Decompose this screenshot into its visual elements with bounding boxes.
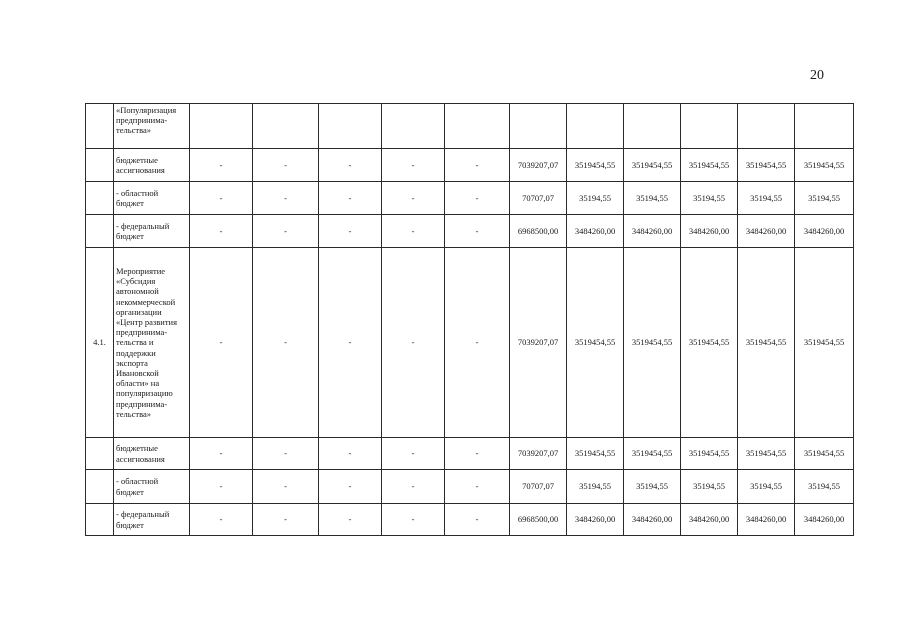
value-cell	[624, 104, 681, 149]
table-row	[86, 215, 854, 248]
table-row	[86, 470, 854, 504]
table-row	[86, 438, 854, 470]
value-cell: 35194,55	[624, 470, 681, 504]
value-cell: 3519454,55	[624, 248, 681, 438]
value-cell: 35194,55	[738, 470, 795, 504]
row-number-cell	[86, 149, 114, 182]
value-cell: 7039207,07	[510, 248, 567, 438]
value-cell	[681, 104, 738, 149]
value-cell: -	[253, 149, 319, 182]
table-row	[86, 248, 854, 438]
value-cell: 3519454,55	[681, 248, 738, 438]
row-number-cell: 4.1.	[86, 248, 114, 438]
value-cell: -	[253, 182, 319, 215]
table-row	[86, 149, 854, 182]
value-cell: 3519454,55	[681, 438, 738, 470]
value-cell: -	[445, 149, 510, 182]
value-cell: 3519454,55	[624, 438, 681, 470]
value-cell: 3519454,55	[795, 438, 854, 470]
value-cell: -	[253, 504, 319, 536]
value-cell: 3484260,00	[795, 504, 854, 536]
value-cell: 3484260,00	[795, 215, 854, 248]
value-cell: -	[445, 182, 510, 215]
value-cell: 3484260,00	[624, 215, 681, 248]
row-label-cell: бюджетные ассигнования	[114, 149, 190, 182]
value-cell: 35194,55	[795, 182, 854, 215]
row-number-cell	[86, 438, 114, 470]
value-cell: 35194,55	[567, 470, 624, 504]
value-cell: 6968500,00	[510, 504, 567, 536]
value-cell: -	[253, 248, 319, 438]
value-cell	[253, 104, 319, 149]
row-label-cell: бюджетные ассигнования	[114, 438, 190, 470]
value-cell: -	[319, 438, 382, 470]
value-cell: -	[190, 504, 253, 536]
value-cell	[382, 104, 445, 149]
value-cell: -	[382, 215, 445, 248]
value-cell: -	[382, 182, 445, 215]
value-cell	[567, 104, 624, 149]
row-number-cell	[86, 470, 114, 504]
value-cell: 70707,07	[510, 470, 567, 504]
value-cell	[445, 104, 510, 149]
value-cell: -	[190, 470, 253, 504]
row-label-cell: Мероприятие «Субсидия автономной некоммерческой организации «Центр развития предпринима-тельства и поддержки экспорта Ивановской области» на популяризацию предпринима-тельства»	[114, 248, 190, 438]
value-cell: 35194,55	[738, 182, 795, 215]
value-cell: 3484260,00	[738, 215, 795, 248]
value-cell: 7039207,07	[510, 149, 567, 182]
value-cell: -	[319, 504, 382, 536]
value-cell: 3484260,00	[567, 504, 624, 536]
value-cell: 3519454,55	[795, 248, 854, 438]
value-cell: 3484260,00	[624, 504, 681, 536]
value-cell: -	[445, 504, 510, 536]
value-cell	[510, 104, 567, 149]
value-cell: 35194,55	[795, 470, 854, 504]
row-number-cell	[86, 182, 114, 215]
row-label-cell: - федеральный бюджет	[114, 215, 190, 248]
value-cell: -	[190, 149, 253, 182]
value-cell: -	[190, 438, 253, 470]
table-row	[86, 504, 854, 536]
value-cell: 35194,55	[681, 182, 738, 215]
table-row	[86, 104, 854, 149]
value-cell: 3519454,55	[738, 149, 795, 182]
value-cell: 3519454,55	[567, 438, 624, 470]
value-cell: 3484260,00	[567, 215, 624, 248]
value-cell: -	[319, 470, 382, 504]
value-cell: 3484260,00	[681, 504, 738, 536]
value-cell: 3519454,55	[738, 438, 795, 470]
value-cell: 3519454,55	[567, 149, 624, 182]
value-cell: -	[190, 215, 253, 248]
value-cell: -	[382, 248, 445, 438]
value-cell: 3484260,00	[681, 215, 738, 248]
value-cell	[190, 104, 253, 149]
row-label-cell: «Популяризация предпринима-тельства»	[114, 104, 190, 149]
value-cell: -	[445, 438, 510, 470]
value-cell: -	[190, 248, 253, 438]
value-cell: -	[382, 470, 445, 504]
row-number-cell	[86, 504, 114, 536]
value-cell: -	[253, 470, 319, 504]
value-cell: 35194,55	[567, 182, 624, 215]
budget-table	[85, 103, 854, 536]
value-cell: -	[445, 248, 510, 438]
value-cell: 70707,07	[510, 182, 567, 215]
value-cell: -	[253, 438, 319, 470]
value-cell	[795, 104, 854, 149]
row-label-cell: - федеральный бюджет	[114, 504, 190, 536]
value-cell	[738, 104, 795, 149]
value-cell: -	[319, 248, 382, 438]
value-cell: 35194,55	[624, 182, 681, 215]
row-number-cell	[86, 104, 114, 149]
row-label-cell: - областной бюджет	[114, 182, 190, 215]
row-label-cell: - областной бюджет	[114, 470, 190, 504]
value-cell: 3519454,55	[624, 149, 681, 182]
value-cell: 3519454,55	[795, 149, 854, 182]
value-cell: 3519454,55	[567, 248, 624, 438]
value-cell: 3519454,55	[738, 248, 795, 438]
value-cell: 3519454,55	[681, 149, 738, 182]
value-cell: 35194,55	[681, 470, 738, 504]
value-cell: 3484260,00	[738, 504, 795, 536]
value-cell: -	[382, 149, 445, 182]
value-cell: -	[445, 470, 510, 504]
value-cell: -	[319, 182, 382, 215]
value-cell: 6968500,00	[510, 215, 567, 248]
value-cell: -	[253, 215, 319, 248]
value-cell: -	[382, 438, 445, 470]
value-cell: -	[190, 182, 253, 215]
value-cell: -	[445, 215, 510, 248]
row-number-cell	[86, 215, 114, 248]
page-number: 20	[810, 68, 824, 83]
table-row	[86, 182, 854, 215]
value-cell	[319, 104, 382, 149]
value-cell: -	[382, 504, 445, 536]
value-cell: -	[319, 149, 382, 182]
value-cell: 7039207,07	[510, 438, 567, 470]
value-cell: -	[319, 215, 382, 248]
